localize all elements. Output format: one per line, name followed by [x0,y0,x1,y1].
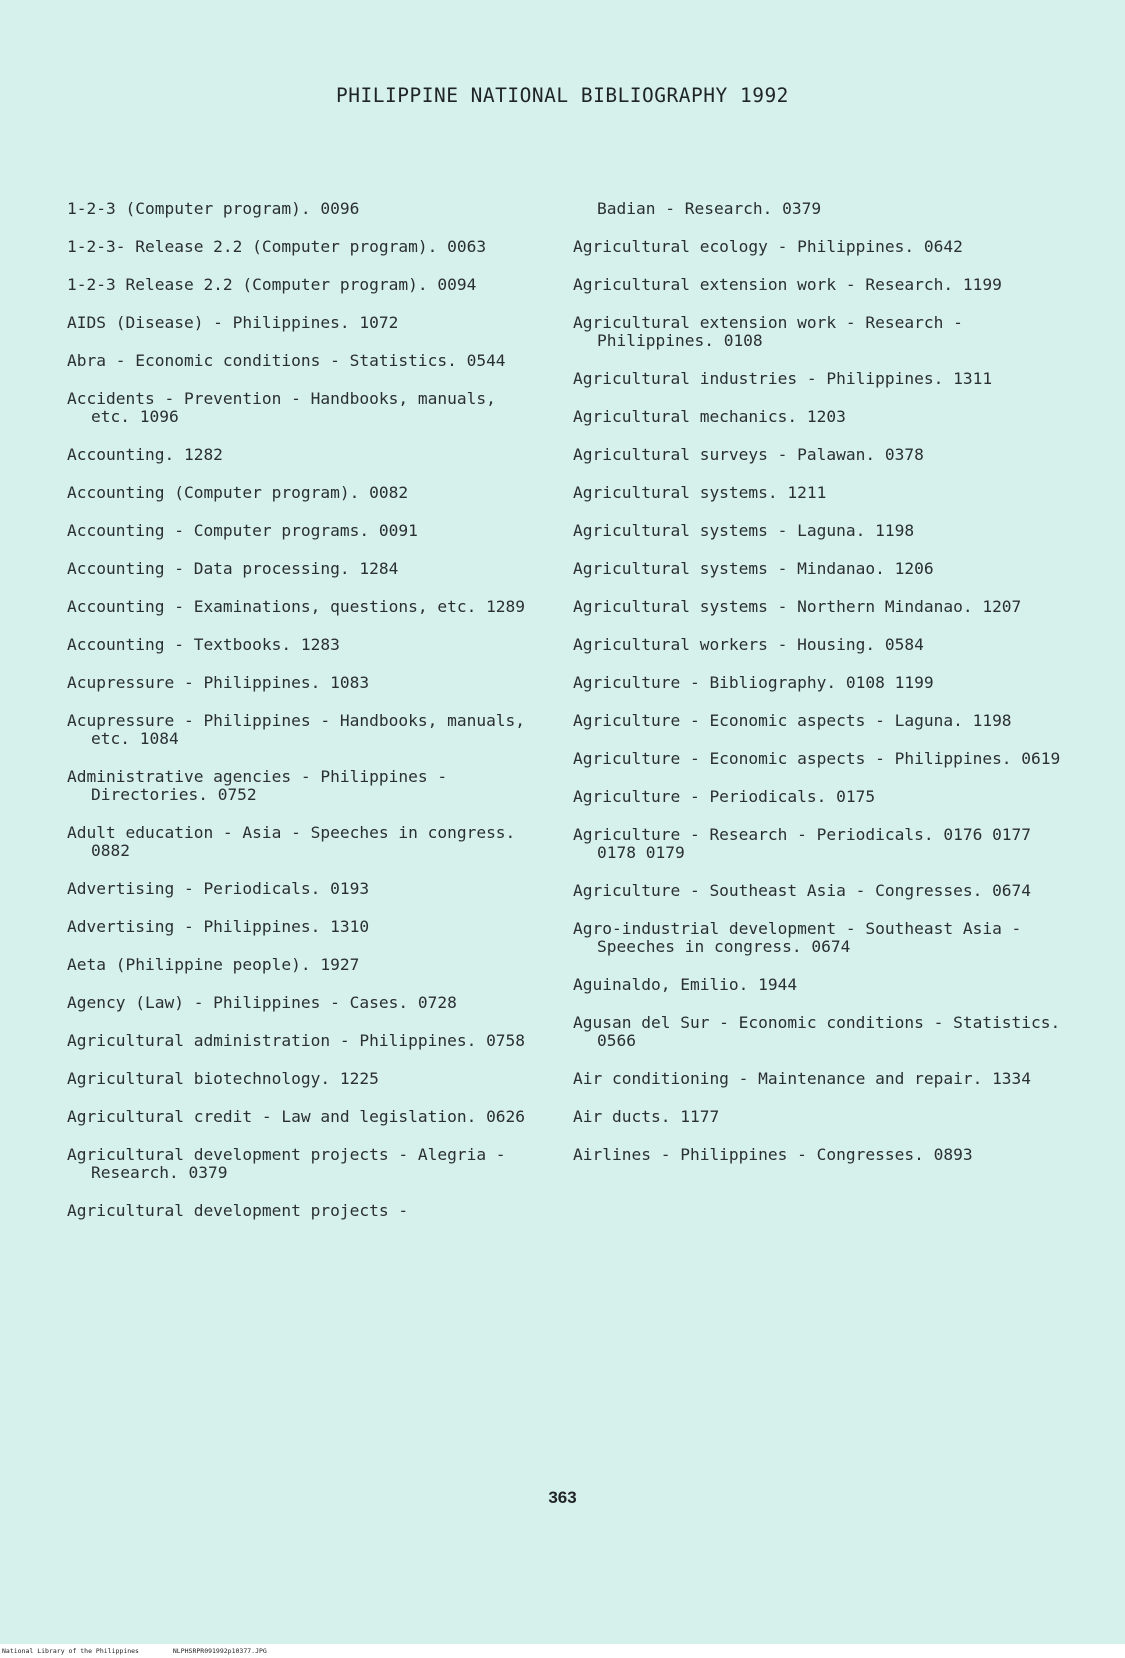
index-entry: Agro-industrial development - Southeast Asia - Speeches in congress. 0674 [573,919,1022,956]
index-entry: Agricultural extension work - Research. 1199 [573,275,1002,294]
footer-library: National Library of the Philippines [2,1647,139,1655]
index-entry: 1-2-3 (Computer program). 0096 [67,199,360,218]
index-entry: Aguinaldo, Emilio. 1944 [573,975,798,994]
index-entry: Agricultural ecology - Philippines. 0642 [573,237,963,256]
index-entry: 1-2-3- Release 2.2 (Computer program). 0063 [67,237,487,256]
index-entry: Agricultural systems - Mindanao. 1206 [573,559,934,578]
index-entry: Acupressure - Philippines. 1083 [67,673,370,692]
index-entry: Agricultural workers - Housing. 0584 [573,635,924,654]
index-entry: Air conditioning - Maintenance and repair. 1334 [573,1069,1032,1088]
index-entry: Agricultural biotechnology. 1225 [67,1069,379,1088]
index-entry: Agriculture - Bibliography. 0108 1199 [573,673,934,692]
index-entry: Accounting - Computer programs. 0091 [67,521,418,540]
right-column [573,200,1073,1184]
page-title: PHILIPPINE NATIONAL BIBLIOGRAPHY 1992 [336,84,789,107]
index-entry: Accounting - Data processing. 1284 [67,559,399,578]
index-entry: Agricultural mechanics. 1203 [573,407,846,426]
footer-file: NLPHSRPR091992p10377.JPG [172,1647,267,1655]
index-entry: Agricultural systems - Northern Mindanao. 1207 [573,597,1022,616]
index-entry: Agusan del Sur - Economic conditions - Statistics. 0566 [573,1013,1061,1050]
index-entry: Abra - Economic conditions - Statistics. 0544 [67,351,506,370]
left-column [67,200,537,1240]
index-entry: Accounting. 1282 [67,445,223,464]
index-entry: Agricultural surveys - Palawan. 0378 [573,445,924,464]
index-entry: Agricultural credit - Law and legislation. 0626 [67,1107,526,1126]
index-entry: Accounting (Computer program). 0082 [67,483,409,502]
index-entry: Agricultural development projects - [67,1201,409,1220]
index-entry: Advertising - Periodicals. 0193 [67,879,370,898]
index-entry: Advertising - Philippines. 1310 [67,917,370,936]
page-number: 363 [548,1488,577,1507]
index-entry: Administrative agencies - Philippines - Directories. 0752 [67,767,448,804]
index-entry: Agricultural systems - Laguna. 1198 [573,521,915,540]
index-entry: Agriculture - Southeast Asia - Congresses. 0674 [573,881,1032,900]
index-entry: Agricultural administration - Philippines. 0758 [67,1031,526,1050]
index-entry: Agriculture - Research - Periodicals. 0176 0177 0178 0179 [573,825,1032,862]
index-entry: AIDS (Disease) - Philippines. 1072 [67,313,399,332]
index-entry: Agriculture - Economic aspects - Laguna. 1198 [573,711,1012,730]
index-entry: Airlines - Philippines - Congresses. 0893 [573,1145,973,1164]
index-entry: Agriculture - Economic aspects - Philippines. 0619 [573,749,1061,768]
index-entry: Agriculture - Periodicals. 0175 [573,787,876,806]
index-entry: Agricultural systems. 1211 [573,483,827,502]
index-entry: Accounting - Textbooks. 1283 [67,635,340,654]
index-entry-continuation: Badian - Research. 0379 [597,199,822,218]
index-entry: Agricultural extension work - Research - Philippines. 0108 [573,313,963,350]
index-entry: Accidents - Prevention - Handbooks, manuals, etc. 1096 [67,389,496,426]
index-entry: Adult education - Asia - Speeches in congress. 0882 [67,823,516,860]
index-entry: Aeta (Philippine people). 1927 [67,955,360,974]
index-entry: Accounting - Examinations, questions, etc. 1289 [67,597,526,616]
index-entry: Agricultural development projects - Alegria - Research. 0379 [67,1145,506,1182]
index-entry: 1-2-3 Release 2.2 (Computer program). 0094 [67,275,477,294]
index-entry: Acupressure - Philippines - Handbooks, manuals, etc. 1084 [67,711,526,748]
index-entry: Agricultural industries - Philippines. 1311 [573,369,993,388]
index-entry: Agency (Law) - Philippines - Cases. 0728 [67,993,457,1012]
scan-footer [0,1644,1125,1658]
index-entry: Air ducts. 1177 [573,1107,720,1126]
